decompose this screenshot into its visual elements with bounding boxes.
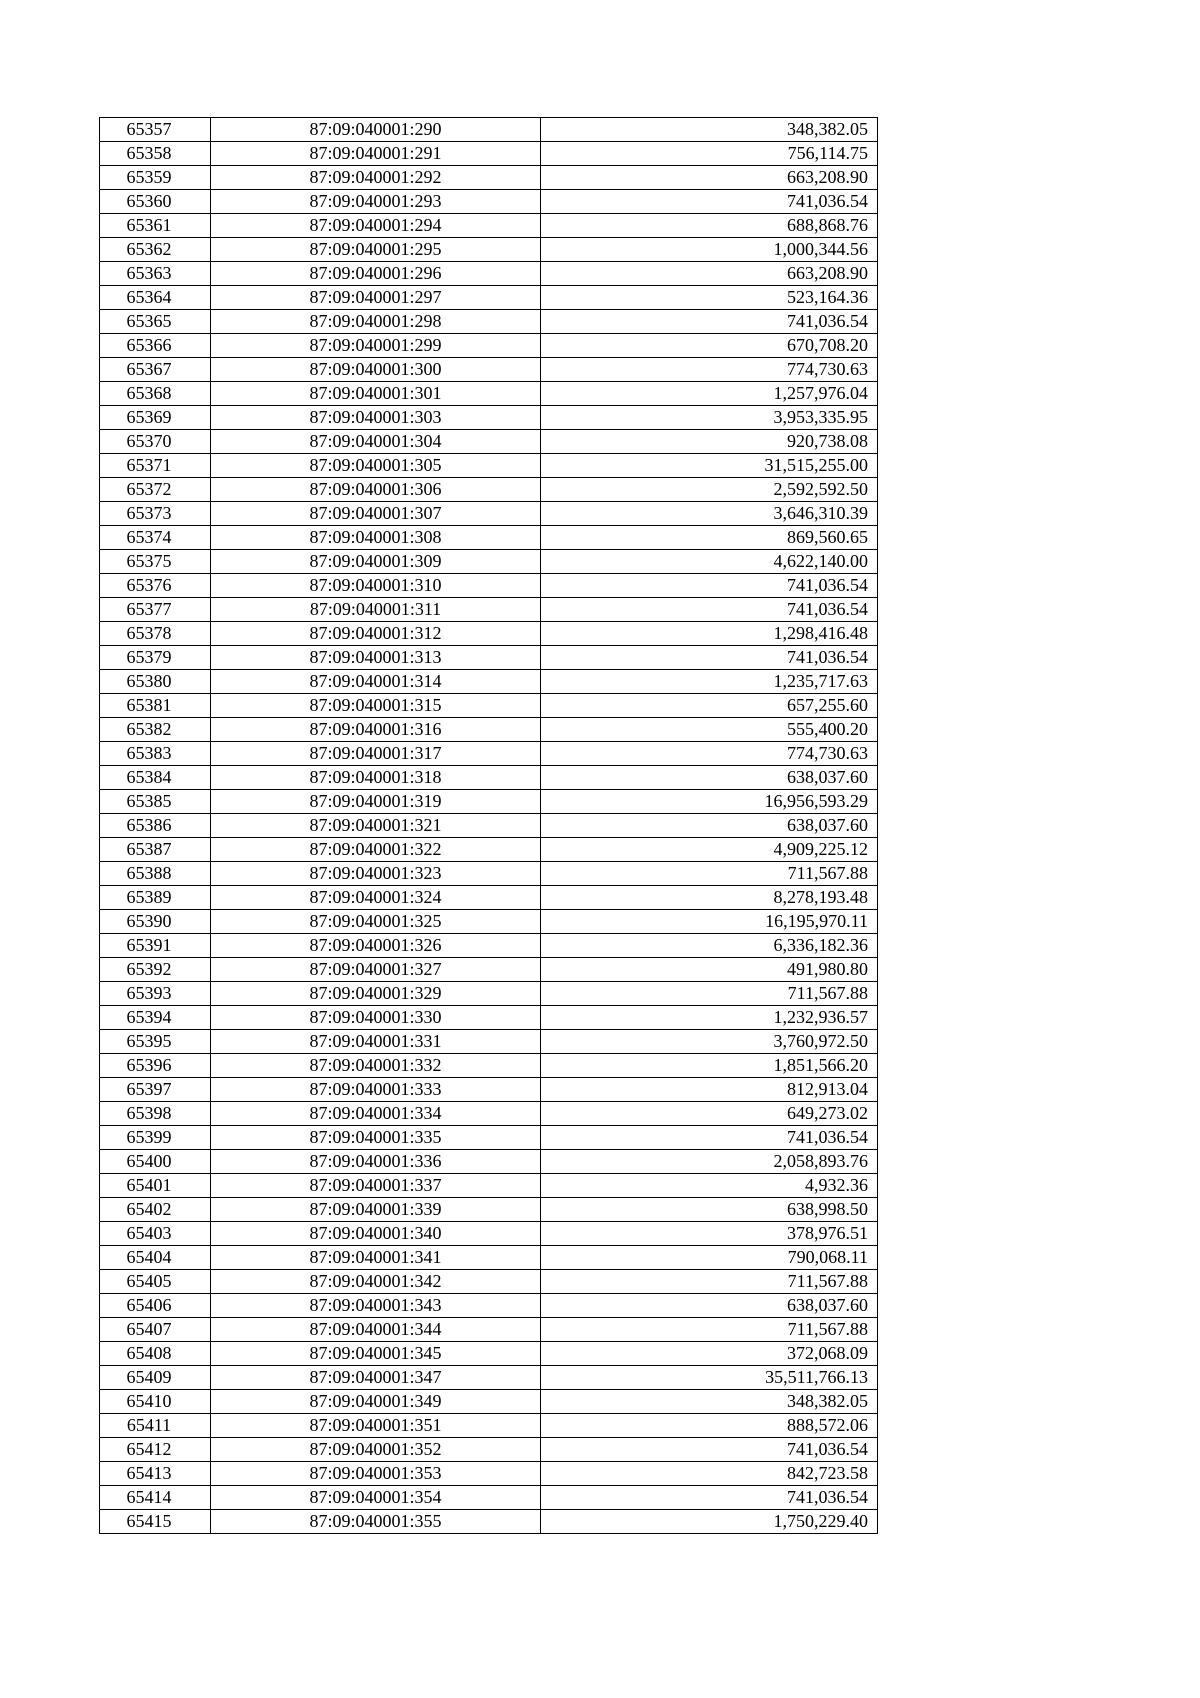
row-number-cell: 65410 — [100, 1390, 211, 1414]
table-row — [100, 1246, 878, 1270]
value-cell: 1,851,566.20 — [541, 1054, 878, 1078]
table-row — [100, 142, 878, 166]
cadastral-number-cell: 87:09:040001:307 — [211, 502, 541, 526]
cadastral-number-cell: 87:09:040001:332 — [211, 1054, 541, 1078]
row-number-cell: 65414 — [100, 1486, 211, 1510]
table-row — [100, 1438, 878, 1462]
row-number-cell: 65386 — [100, 814, 211, 838]
table-row — [100, 430, 878, 454]
cadastral-number-cell: 87:09:040001:322 — [211, 838, 541, 862]
table-row — [100, 742, 878, 766]
cadastral-number-cell: 87:09:040001:337 — [211, 1174, 541, 1198]
row-number-cell: 65362 — [100, 238, 211, 262]
cadastral-number-cell: 87:09:040001:340 — [211, 1222, 541, 1246]
row-number-cell: 65370 — [100, 430, 211, 454]
table-row — [100, 1462, 878, 1486]
table-row — [100, 1030, 878, 1054]
cadastral-number-cell: 87:09:040001:336 — [211, 1150, 541, 1174]
row-number-cell: 65377 — [100, 598, 211, 622]
cadastral-number-cell: 87:09:040001:347 — [211, 1366, 541, 1390]
value-cell: 638,037.60 — [541, 1294, 878, 1318]
row-number-cell: 65408 — [100, 1342, 211, 1366]
row-number-cell: 65364 — [100, 286, 211, 310]
cadastral-number-cell: 87:09:040001:352 — [211, 1438, 541, 1462]
cadastral-number-cell: 87:09:040001:343 — [211, 1294, 541, 1318]
value-cell: 1,232,936.57 — [541, 1006, 878, 1030]
table-row — [100, 694, 878, 718]
row-number-cell: 65409 — [100, 1366, 211, 1390]
row-number-cell: 65411 — [100, 1414, 211, 1438]
table-row — [100, 310, 878, 334]
value-cell: 774,730.63 — [541, 358, 878, 382]
value-cell: 1,000,344.56 — [541, 238, 878, 262]
cadastral-number-cell: 87:09:040001:345 — [211, 1342, 541, 1366]
cadastral-number-cell: 87:09:040001:331 — [211, 1030, 541, 1054]
cadastral-number-cell: 87:09:040001:329 — [211, 982, 541, 1006]
table-row — [100, 1270, 878, 1294]
row-number-cell: 65387 — [100, 838, 211, 862]
row-number-cell: 65382 — [100, 718, 211, 742]
row-number-cell: 65368 — [100, 382, 211, 406]
table-row — [100, 334, 878, 358]
row-number-cell: 65397 — [100, 1078, 211, 1102]
value-cell: 491,980.80 — [541, 958, 878, 982]
value-cell: 741,036.54 — [541, 190, 878, 214]
row-number-cell: 65405 — [100, 1270, 211, 1294]
value-cell: 2,058,893.76 — [541, 1150, 878, 1174]
value-cell: 638,037.60 — [541, 814, 878, 838]
row-number-cell: 65376 — [100, 574, 211, 598]
row-number-cell: 65361 — [100, 214, 211, 238]
table-row — [100, 1414, 878, 1438]
cadastral-number-cell: 87:09:040001:298 — [211, 310, 541, 334]
cadastral-number-cell: 87:09:040001:321 — [211, 814, 541, 838]
table-row — [100, 718, 878, 742]
row-number-cell: 65389 — [100, 886, 211, 910]
row-number-cell: 65391 — [100, 934, 211, 958]
cadastral-number-cell: 87:09:040001:303 — [211, 406, 541, 430]
row-number-cell: 65372 — [100, 478, 211, 502]
cadastral-number-cell: 87:09:040001:311 — [211, 598, 541, 622]
value-cell: 372,068.09 — [541, 1342, 878, 1366]
row-number-cell: 65380 — [100, 670, 211, 694]
table-row — [100, 862, 878, 886]
table-row — [100, 934, 878, 958]
value-cell: 1,257,976.04 — [541, 382, 878, 406]
value-cell: 31,515,255.00 — [541, 454, 878, 478]
cadastral-number-cell: 87:09:040001:295 — [211, 238, 541, 262]
cadastral-number-cell: 87:09:040001:317 — [211, 742, 541, 766]
value-cell: 4,622,140.00 — [541, 550, 878, 574]
table-row — [100, 1222, 878, 1246]
row-number-cell: 65393 — [100, 982, 211, 1006]
row-number-cell: 65413 — [100, 1462, 211, 1486]
value-cell: 4,932.36 — [541, 1174, 878, 1198]
row-number-cell: 65403 — [100, 1222, 211, 1246]
table-row — [100, 358, 878, 382]
table-row — [100, 1054, 878, 1078]
row-number-cell: 65373 — [100, 502, 211, 526]
value-cell: 741,036.54 — [541, 1438, 878, 1462]
table-row — [100, 214, 878, 238]
value-cell: 16,956,593.29 — [541, 790, 878, 814]
cadastral-number-cell: 87:09:040001:297 — [211, 286, 541, 310]
value-cell: 711,567.88 — [541, 982, 878, 1006]
cadastral-number-cell: 87:09:040001:292 — [211, 166, 541, 190]
table-row — [100, 262, 878, 286]
cadastral-number-cell: 87:09:040001:294 — [211, 214, 541, 238]
cadastral-number-cell: 87:09:040001:354 — [211, 1486, 541, 1510]
table-row — [100, 910, 878, 934]
table-row — [100, 454, 878, 478]
cadastral-number-cell: 87:09:040001:318 — [211, 766, 541, 790]
value-cell: 663,208.90 — [541, 262, 878, 286]
value-cell: 741,036.54 — [541, 598, 878, 622]
table-row — [100, 790, 878, 814]
row-number-cell: 65375 — [100, 550, 211, 574]
value-cell: 741,036.54 — [541, 646, 878, 670]
row-number-cell: 65357 — [100, 118, 211, 142]
row-number-cell: 65374 — [100, 526, 211, 550]
table-row — [100, 574, 878, 598]
row-number-cell: 65395 — [100, 1030, 211, 1054]
value-cell: 688,868.76 — [541, 214, 878, 238]
row-number-cell: 65388 — [100, 862, 211, 886]
cadastral-number-cell: 87:09:040001:327 — [211, 958, 541, 982]
row-number-cell: 65390 — [100, 910, 211, 934]
cadastral-number-cell: 87:09:040001:299 — [211, 334, 541, 358]
table-row — [100, 766, 878, 790]
cadastral-number-cell: 87:09:040001:315 — [211, 694, 541, 718]
table-row — [100, 958, 878, 982]
table-row — [100, 1390, 878, 1414]
row-number-cell: 65392 — [100, 958, 211, 982]
table-row — [100, 1102, 878, 1126]
row-number-cell: 65412 — [100, 1438, 211, 1462]
cadastral-number-cell: 87:09:040001:312 — [211, 622, 541, 646]
cadastral-number-cell: 87:09:040001:319 — [211, 790, 541, 814]
table-row — [100, 1342, 878, 1366]
value-cell: 790,068.11 — [541, 1246, 878, 1270]
row-number-cell: 65394 — [100, 1006, 211, 1030]
cadastral-number-cell: 87:09:040001:300 — [211, 358, 541, 382]
row-number-cell: 65384 — [100, 766, 211, 790]
value-cell: 869,560.65 — [541, 526, 878, 550]
row-number-cell: 65407 — [100, 1318, 211, 1342]
cadastral-number-cell: 87:09:040001:351 — [211, 1414, 541, 1438]
cadastral-number-cell: 87:09:040001:325 — [211, 910, 541, 934]
row-number-cell: 65363 — [100, 262, 211, 286]
table-row — [100, 622, 878, 646]
value-cell: 16,195,970.11 — [541, 910, 878, 934]
table-row — [100, 1006, 878, 1030]
value-cell: 378,976.51 — [541, 1222, 878, 1246]
table-row — [100, 1078, 878, 1102]
value-cell: 741,036.54 — [541, 1126, 878, 1150]
table-row — [100, 238, 878, 262]
table-row — [100, 1150, 878, 1174]
row-number-cell: 65359 — [100, 166, 211, 190]
table-row — [100, 1366, 878, 1390]
table-row — [100, 166, 878, 190]
value-cell: 663,208.90 — [541, 166, 878, 190]
cadastral-number-cell: 87:09:040001:342 — [211, 1270, 541, 1294]
cadastral-number-cell: 87:09:040001:310 — [211, 574, 541, 598]
row-number-cell: 65398 — [100, 1102, 211, 1126]
value-cell: 741,036.54 — [541, 310, 878, 334]
value-cell: 638,998.50 — [541, 1198, 878, 1222]
cadastral-number-cell: 87:09:040001:326 — [211, 934, 541, 958]
row-number-cell: 65402 — [100, 1198, 211, 1222]
table-row — [100, 1318, 878, 1342]
value-cell: 2,592,592.50 — [541, 478, 878, 502]
cadastral-number-cell: 87:09:040001:316 — [211, 718, 541, 742]
table-row — [100, 286, 878, 310]
table-row — [100, 118, 878, 142]
cadastral-number-cell: 87:09:040001:293 — [211, 190, 541, 214]
row-number-cell: 65378 — [100, 622, 211, 646]
value-cell: 523,164.36 — [541, 286, 878, 310]
row-number-cell: 65367 — [100, 358, 211, 382]
table-row — [100, 550, 878, 574]
row-number-cell: 65404 — [100, 1246, 211, 1270]
cadastral-number-cell: 87:09:040001:355 — [211, 1510, 541, 1534]
table-row — [100, 646, 878, 670]
value-cell: 555,400.20 — [541, 718, 878, 742]
value-cell: 638,037.60 — [541, 766, 878, 790]
table-row — [100, 982, 878, 1006]
table-row — [100, 502, 878, 526]
value-cell: 657,255.60 — [541, 694, 878, 718]
table-row — [100, 1486, 878, 1510]
cadastral-number-cell: 87:09:040001:333 — [211, 1078, 541, 1102]
value-cell: 774,730.63 — [541, 742, 878, 766]
value-cell: 888,572.06 — [541, 1414, 878, 1438]
cadastral-number-cell: 87:09:040001:306 — [211, 478, 541, 502]
table-row — [100, 1294, 878, 1318]
cadastral-number-cell: 87:09:040001:308 — [211, 526, 541, 550]
cadastral-number-cell: 87:09:040001:301 — [211, 382, 541, 406]
cadastral-number-cell: 87:09:040001:309 — [211, 550, 541, 574]
cadastral-number-cell: 87:09:040001:305 — [211, 454, 541, 478]
table-row — [100, 382, 878, 406]
row-number-cell: 65400 — [100, 1150, 211, 1174]
cadastral-value-table — [99, 117, 878, 1534]
table-row — [100, 838, 878, 862]
value-cell: 711,567.88 — [541, 862, 878, 886]
row-number-cell: 65399 — [100, 1126, 211, 1150]
cadastral-number-cell: 87:09:040001:353 — [211, 1462, 541, 1486]
cadastral-number-cell: 87:09:040001:339 — [211, 1198, 541, 1222]
value-cell: 711,567.88 — [541, 1270, 878, 1294]
cadastral-number-cell: 87:09:040001:324 — [211, 886, 541, 910]
table-row — [100, 406, 878, 430]
value-cell: 812,913.04 — [541, 1078, 878, 1102]
value-cell: 756,114.75 — [541, 142, 878, 166]
value-cell: 3,646,310.39 — [541, 502, 878, 526]
table-row — [100, 1510, 878, 1534]
row-number-cell: 65379 — [100, 646, 211, 670]
value-cell: 842,723.58 — [541, 1462, 878, 1486]
table-row — [100, 190, 878, 214]
value-cell: 4,909,225.12 — [541, 838, 878, 862]
row-number-cell: 65371 — [100, 454, 211, 478]
table-row — [100, 814, 878, 838]
table-row — [100, 1126, 878, 1150]
row-number-cell: 65369 — [100, 406, 211, 430]
table-row — [100, 478, 878, 502]
value-cell: 741,036.54 — [541, 1486, 878, 1510]
row-number-cell: 65396 — [100, 1054, 211, 1078]
value-cell: 1,750,229.40 — [541, 1510, 878, 1534]
cadastral-number-cell: 87:09:040001:341 — [211, 1246, 541, 1270]
row-number-cell: 65358 — [100, 142, 211, 166]
table-row — [100, 598, 878, 622]
table-row — [100, 1174, 878, 1198]
row-number-cell: 65406 — [100, 1294, 211, 1318]
row-number-cell: 65383 — [100, 742, 211, 766]
row-number-cell: 65381 — [100, 694, 211, 718]
cadastral-number-cell: 87:09:040001:296 — [211, 262, 541, 286]
value-cell: 348,382.05 — [541, 118, 878, 142]
value-cell: 3,760,972.50 — [541, 1030, 878, 1054]
cadastral-number-cell: 87:09:040001:323 — [211, 862, 541, 886]
value-cell: 3,953,335.95 — [541, 406, 878, 430]
cadastral-number-cell: 87:09:040001:349 — [211, 1390, 541, 1414]
cadastral-number-cell: 87:09:040001:290 — [211, 118, 541, 142]
row-number-cell: 65385 — [100, 790, 211, 814]
table-row — [100, 526, 878, 550]
cadastral-number-cell: 87:09:040001:344 — [211, 1318, 541, 1342]
cadastral-number-cell: 87:09:040001:291 — [211, 142, 541, 166]
value-cell: 35,511,766.13 — [541, 1366, 878, 1390]
row-number-cell: 65366 — [100, 334, 211, 358]
row-number-cell: 65415 — [100, 1510, 211, 1534]
value-cell: 670,708.20 — [541, 334, 878, 358]
table-row — [100, 886, 878, 910]
cadastral-number-cell: 87:09:040001:313 — [211, 646, 541, 670]
cadastral-number-cell: 87:09:040001:334 — [211, 1102, 541, 1126]
value-cell: 348,382.05 — [541, 1390, 878, 1414]
cadastral-number-cell: 87:09:040001:304 — [211, 430, 541, 454]
cadastral-number-cell: 87:09:040001:330 — [211, 1006, 541, 1030]
row-number-cell: 65401 — [100, 1174, 211, 1198]
cadastral-number-cell: 87:09:040001:335 — [211, 1126, 541, 1150]
value-cell: 1,235,717.63 — [541, 670, 878, 694]
table-body — [100, 118, 878, 1534]
table-row — [100, 1198, 878, 1222]
value-cell: 6,336,182.36 — [541, 934, 878, 958]
value-cell: 649,273.02 — [541, 1102, 878, 1126]
table-row — [100, 670, 878, 694]
cadastral-number-cell: 87:09:040001:314 — [211, 670, 541, 694]
value-cell: 741,036.54 — [541, 574, 878, 598]
value-cell: 1,298,416.48 — [541, 622, 878, 646]
value-cell: 711,567.88 — [541, 1318, 878, 1342]
row-number-cell: 65360 — [100, 190, 211, 214]
row-number-cell: 65365 — [100, 310, 211, 334]
value-cell: 920,738.08 — [541, 430, 878, 454]
value-cell: 8,278,193.48 — [541, 886, 878, 910]
